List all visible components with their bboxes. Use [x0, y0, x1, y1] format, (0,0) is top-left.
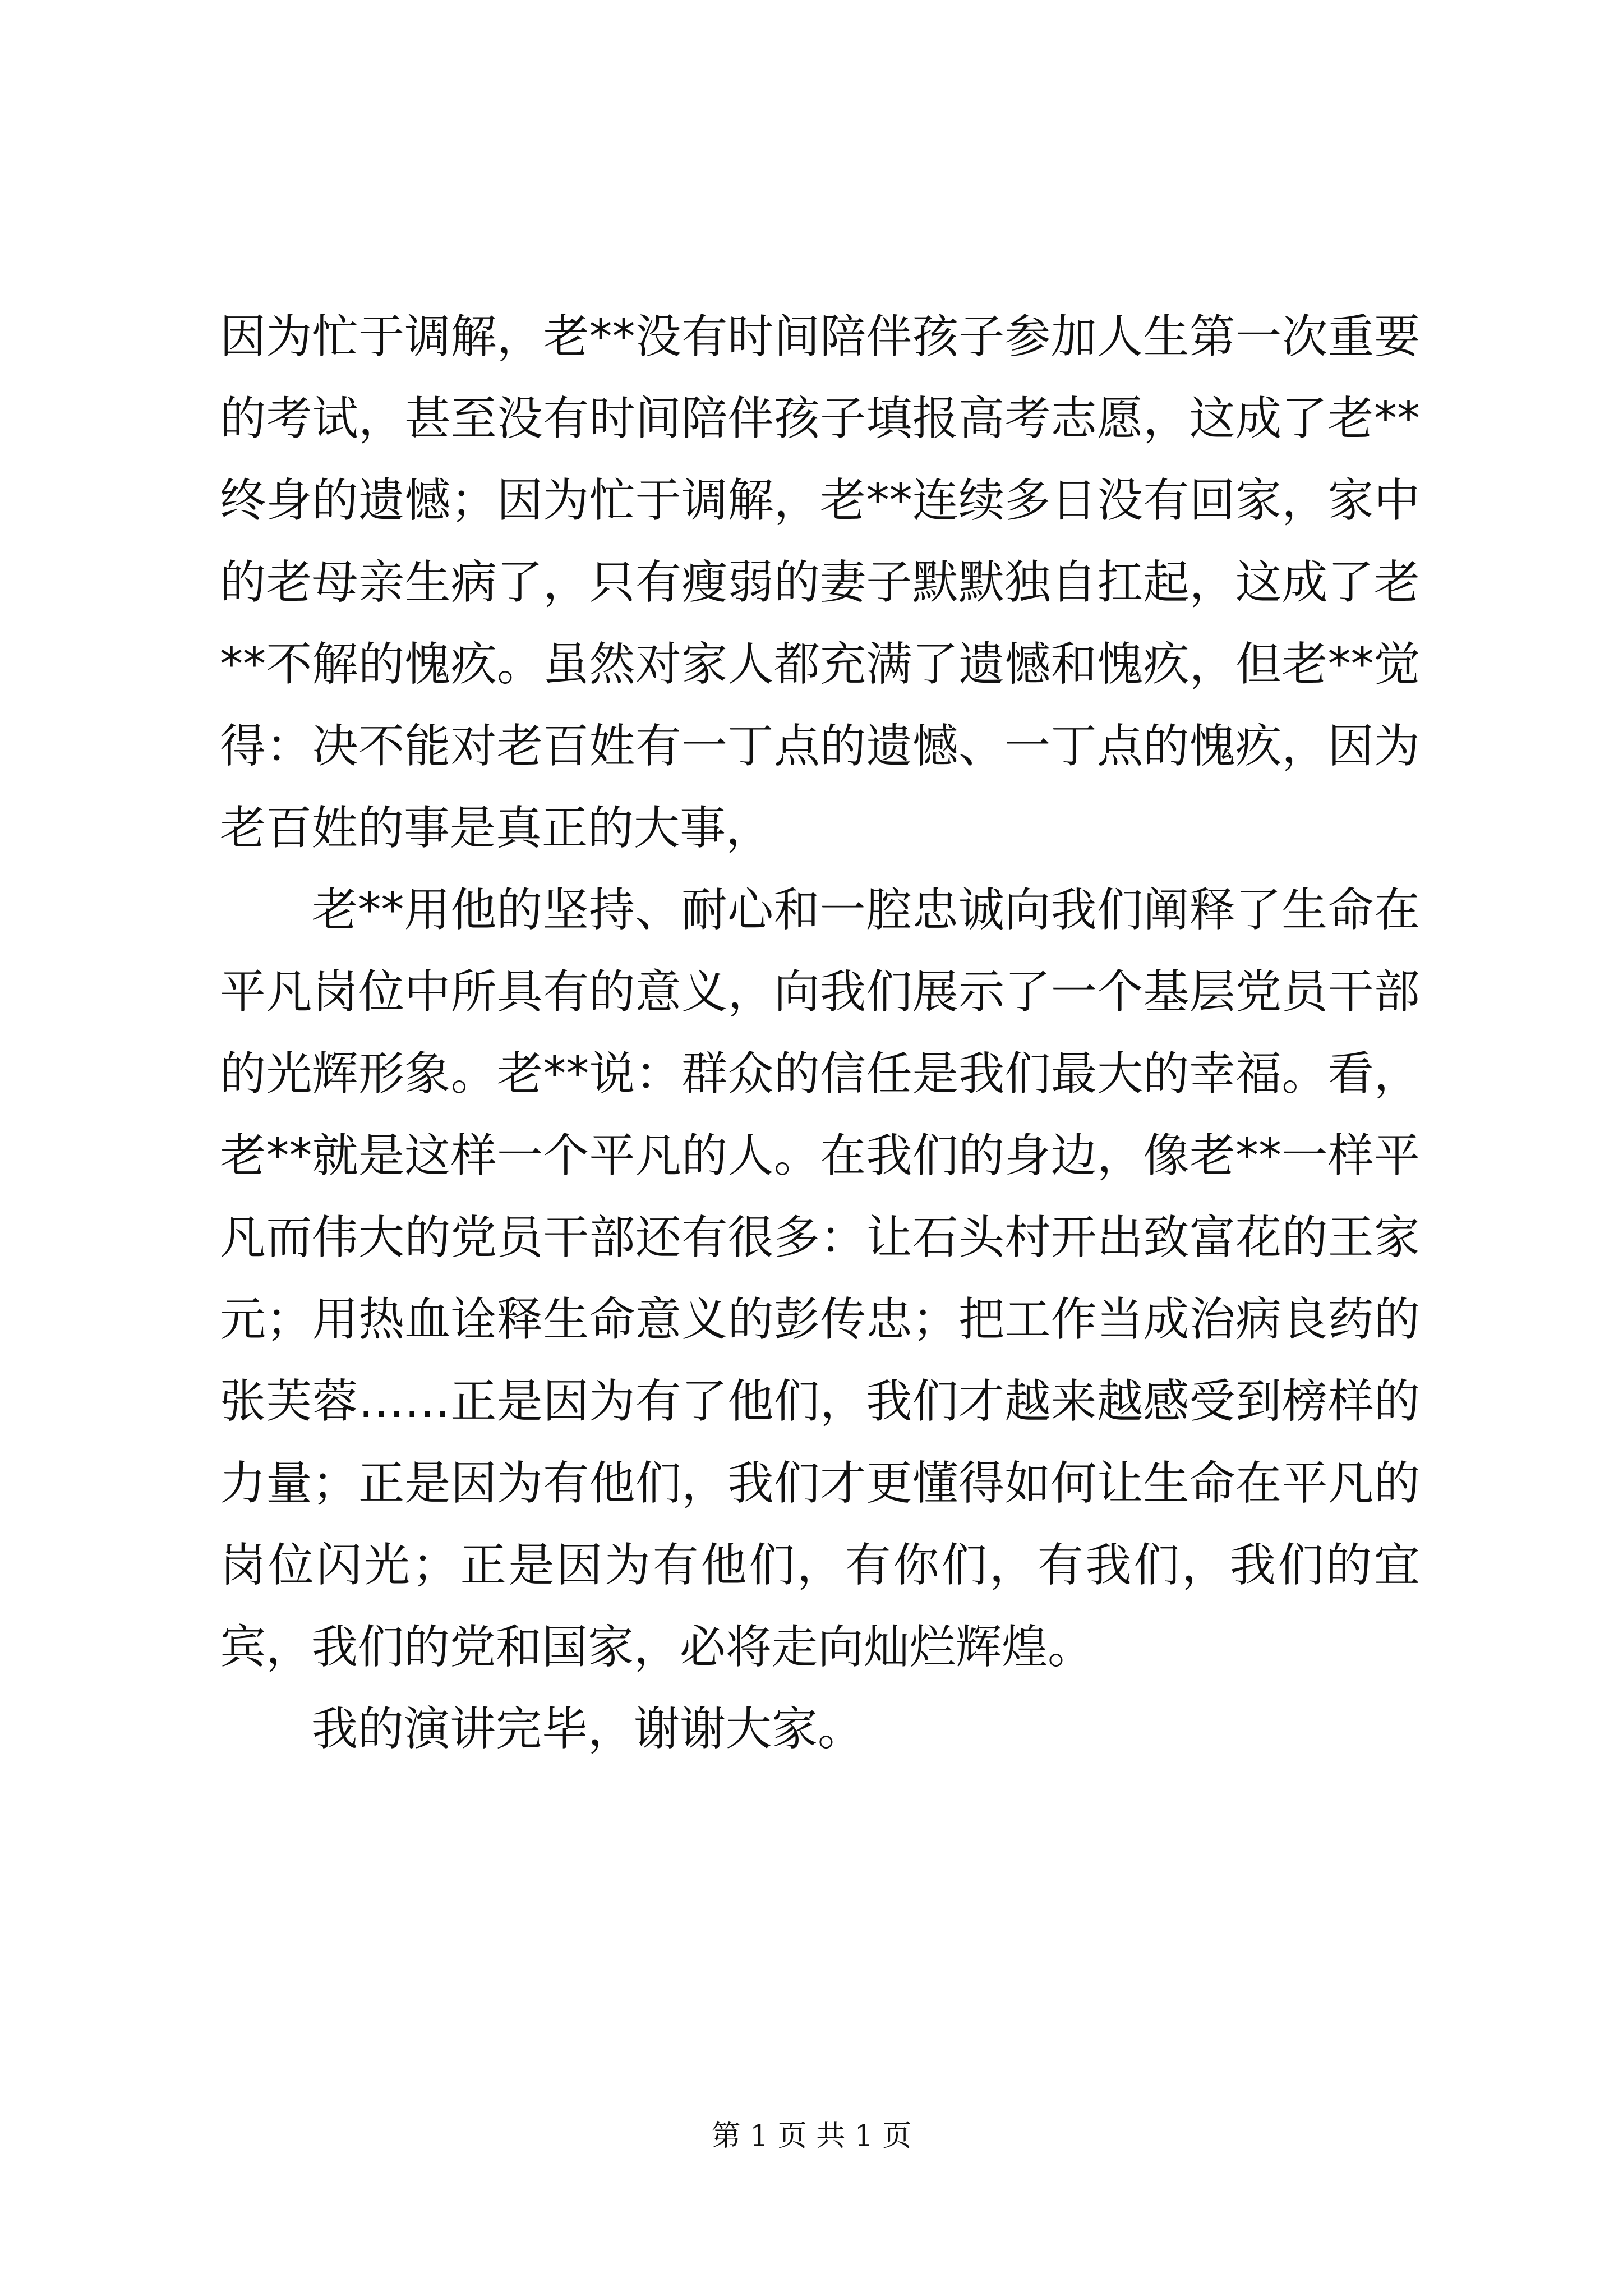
paragraph-1: 因为忙于调解，老**没有时间陪伴孩子参加人生第一次重要的考试，甚至没有时间陪伴孩子填报高考志愿，这成了老**终身的遗憾；因为忙于调解，老**连续多日没有回家，家中的老母亲生病了，只有瘦弱的妻子默默独自扛起，这成了老**不解的愧疚。虽然对家人都充满了遗憾和愧疚，但老**觉得：决不能对老百姓有一丁点的遗憾、一丁点的愧疚，因为老百姓的事是真正的大事，	[220, 310, 1420, 855]
paragraph-2: 老**用他的坚持、耐心和一腔忠诚向我们阐释了生命在平凡岗位中所具有的意义，向我们展示了一个基层党员干部的光辉形象。老**说：群众的信任是我们最大的幸福。看，老**就是这样一个平凡的人。在我们的身边，像老**一样平凡而伟大的党员干部还有很多：让石头村开出致富花的王家元；用热血诠释生命意义的彭传忠；把工作当成治病良药的张芙蓉……正是因为有了他们，我们才越来越感受到榜样的力量；正是因为有他们，我们才更懂得如何让生命在平凡的岗位闪光；正是因为有他们，有你们，有我们，我们的宜宾，我们的党和国家，必将走向灿烂辉煌。	[220, 884, 1420, 1674]
document-body	[220, 296, 1420, 1770]
paragraph-3: 我的演讲完毕，谢谢大家。	[312, 1703, 864, 1756]
page-footer: 第 1 页 共 1 页	[711, 2119, 912, 2153]
